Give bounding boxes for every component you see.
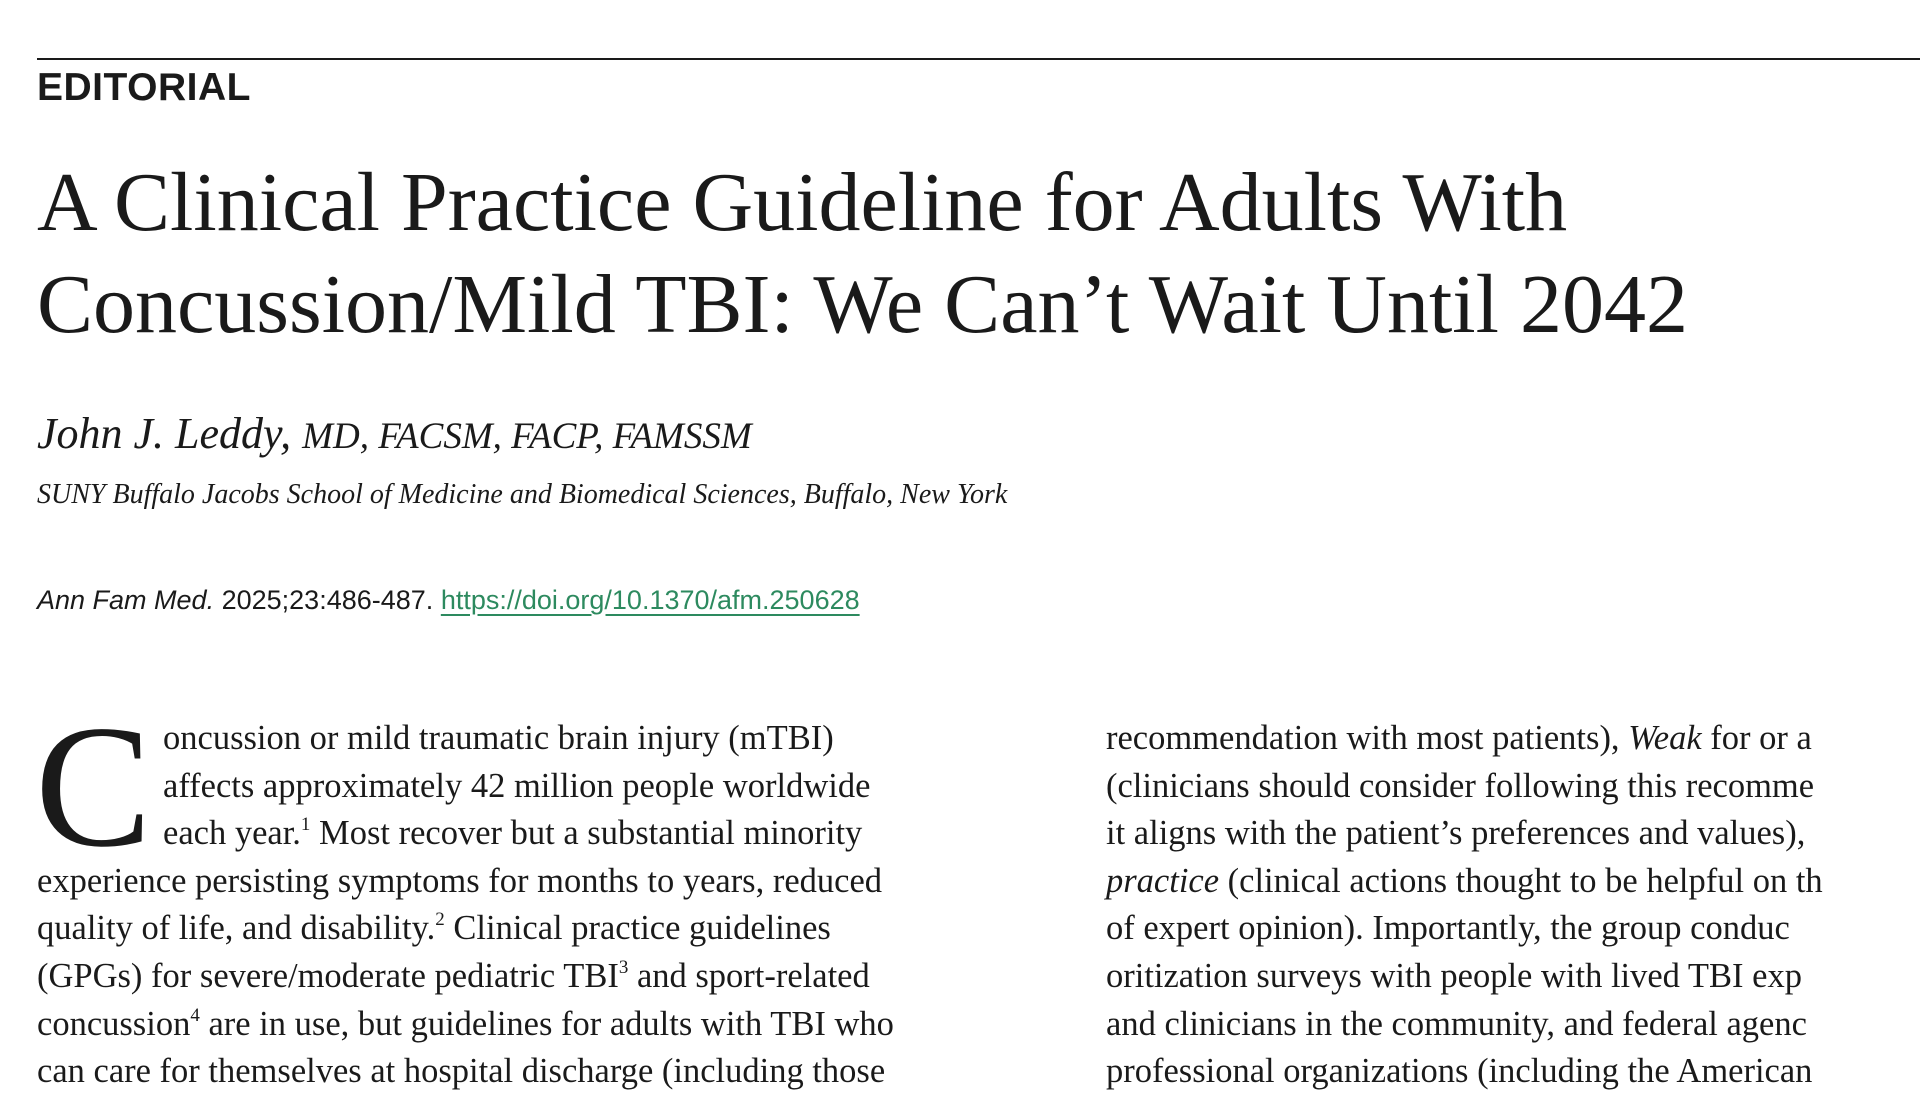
reference-marker[interactable]: 4: [190, 1004, 200, 1026]
body-line: [37, 953, 1037, 1001]
body-line: [1106, 715, 1920, 763]
body-line: [37, 1001, 1037, 1049]
reference-marker[interactable]: 1: [300, 813, 311, 835]
body-line: oncussion or mild traumatic brain injury (mTBI): [163, 719, 834, 757]
citation: [37, 585, 860, 616]
emphasis-text: Weak: [1628, 719, 1702, 757]
text-run: (GPGs) for severe/moderate pediatric TBI: [37, 956, 619, 995]
body-line: [1106, 858, 1920, 906]
text-run: quality of life, and disability.: [37, 909, 436, 948]
text-run: and sport-related: [628, 956, 870, 995]
text-run: are in use, but guidelines for adults with TBI who: [199, 1004, 894, 1043]
body-line: it aligns with the patient’s preferences and values),: [1106, 814, 1806, 853]
header-rule: [37, 58, 1920, 60]
reference-marker[interactable]: 2: [435, 909, 445, 931]
section-label: EDITORIAL: [37, 66, 251, 109]
body-line: experience persisting symptoms for months to years, reduced: [37, 861, 883, 900]
text-run: each year.: [163, 814, 301, 853]
doi-link[interactable]: https://doi.org/10.1370/afm.250628: [440, 585, 860, 615]
body-line: affects approximately 42 million people worldwide: [163, 766, 871, 805]
title-line-1: A Clinical Practice Guideline for Adults With: [37, 156, 1568, 249]
text-run: Clinical practice guidelines: [444, 909, 831, 948]
author-affiliation: SUNY Buffalo Jacobs School of Medicine and Biomedical Sciences, Buffalo, New York: [37, 479, 1008, 510]
article-title: [37, 152, 1877, 356]
text-run: concussion: [37, 1004, 191, 1043]
body-line: [37, 905, 1037, 953]
text-run: Most recover but a substantial minority: [310, 814, 863, 853]
reference-marker[interactable]: 3: [618, 956, 629, 978]
body-line: and clinicians in the community, and federal agenc: [1106, 1004, 1807, 1043]
emphasis-text: practice: [1106, 861, 1220, 900]
body-line: [37, 810, 1037, 858]
body-line: of expert opinion). Importantly, the group conduc: [1106, 909, 1790, 948]
text-run: (clinical actions thought to be helpful on th: [1219, 861, 1823, 900]
drop-cap: C: [35, 689, 152, 883]
body-line: (clinicians should consider following this recomme: [1106, 766, 1815, 805]
author-name: John J. Leddy,: [37, 409, 292, 458]
author-credentials: MD, FACSM, FACP, FAMSSM: [302, 416, 752, 457]
citation-journal: Ann Fam Med.: [37, 585, 215, 615]
text-run: for or a: [1701, 719, 1812, 757]
body-line: can care for themselves at hospital discharge (including those: [37, 1052, 886, 1091]
citation-details: 2025;23:486-487.: [221, 585, 434, 615]
body-line: professional organizations (including the American: [1106, 1052, 1813, 1091]
title-line-2: Concussion/Mild TBI: We Can’t Wait Until 2042: [37, 258, 1688, 351]
author-line: [37, 408, 752, 459]
text-run: recommendation with most patients),: [1106, 719, 1629, 757]
body-column-right: [1106, 715, 1920, 1096]
body-column-left: [35, 689, 1037, 1096]
body-line: oritization surveys with people with lived TBI exp: [1106, 956, 1802, 995]
